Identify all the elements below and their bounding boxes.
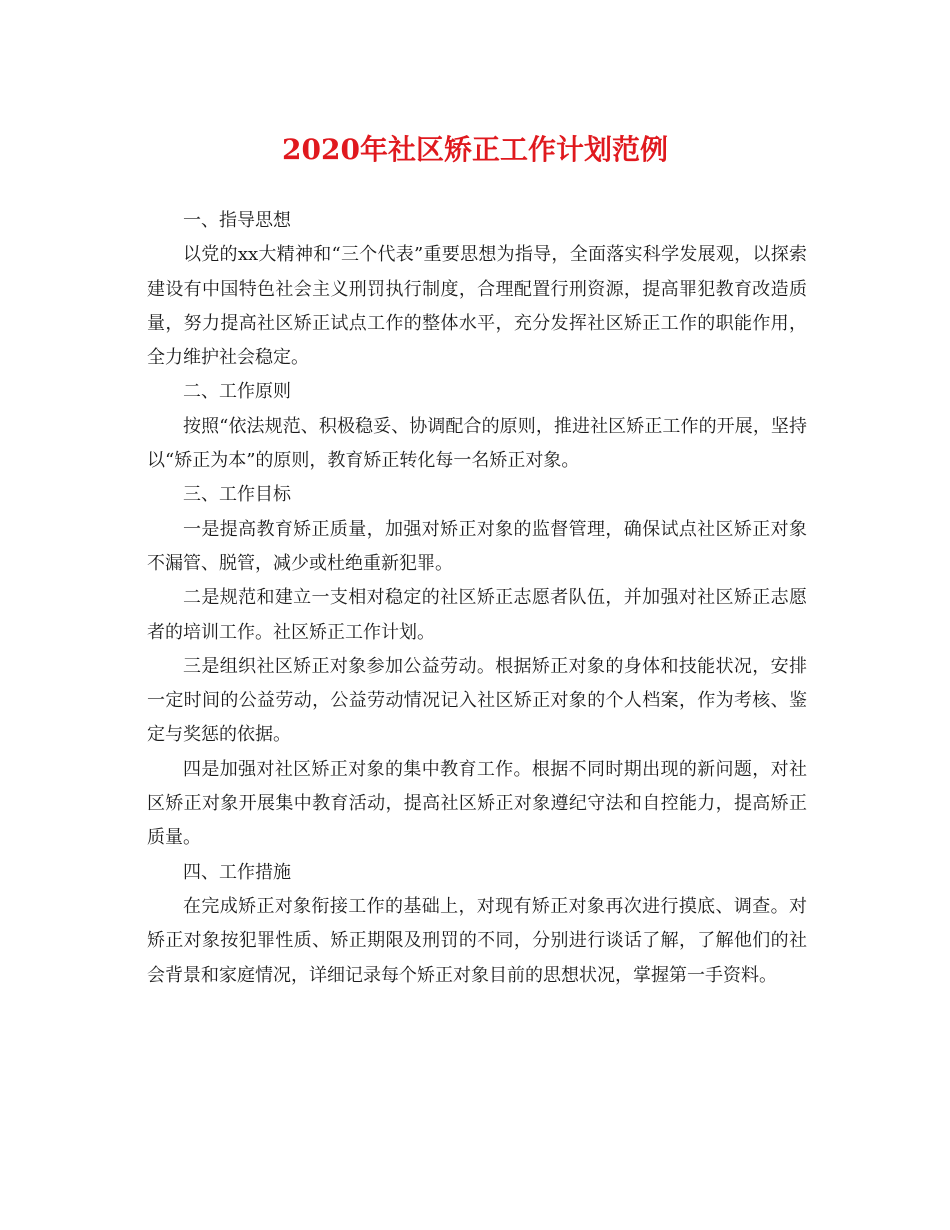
section-paragraph: 三是组织社区矫正对象参加公益劳动。根据矫正对象的身体和技能状况，安排一定时间的公益劳动，公益劳动情况记入社区矫正对象的个人档案，作为考核、鉴定与奖惩的依据。 <box>147 655 807 746</box>
section-paragraph: 在完成矫正对象衔接工作的基础上，对现有矫正对象再次进行摸底、调查。对矫正对象按犯罪性质、矫正期限及刑罚的不同，分别进行谈话了解，了解他们的社会背景和家庭情况，详细记录每个矫正对象目前的思想状况，掌握第一手资料。 <box>147 895 807 986</box>
section-paragraph: 四是加强对社区矫正对象的集中教育工作。根据不同时期出现的新问题，对社区矫正对象开展集中教育活动，提高社区矫正对象遵纪守法和自控能力，提高矫正质量。 <box>147 758 807 849</box>
document-body <box>147 204 807 993</box>
section-paragraph: 一是提高教育矫正质量，加强对矫正对象的监督管理，确保试点社区矫正对象不漏管、脱管，减少或杜绝重新犯罪。 <box>147 518 807 574</box>
section-paragraph: 以党的xx大精神和“三个代表”重要思想为指导，全面落实科学发展观，以探索建设有中国特色社会主义刑罚执行制度，合理配置行刑资源，提高罪犯教育改造质量，努力提高社区矫正试点工作的整体水平，充分发挥社区矫正工作的职能作用，全力维护社会稳定。 <box>147 244 807 369</box>
section-heading-work-principles: 二、工作原则 <box>183 381 291 403</box>
section-heading-work-goals: 三、工作目标 <box>183 484 291 506</box>
document-title: 2020年社区矫正工作计划范例 <box>282 133 668 166</box>
section-paragraph: 二是规范和建立一支相对稳定的社区矫正志愿者队伍，并加强对社区矫正志愿者的培训工作。社区矫正工作计划。 <box>147 587 807 643</box>
section-heading-guiding-thought: 一、指导思想 <box>183 210 291 231</box>
section-heading-work-measures: 四、工作措施 <box>183 861 291 883</box>
section-paragraph: 按照“依法规范、积极稳妥、协调配合的原则，推进社区矫正工作的开展，坚持以“矫正为本”的原则，教育矫正转化每一名矫正对象。 <box>147 415 807 472</box>
